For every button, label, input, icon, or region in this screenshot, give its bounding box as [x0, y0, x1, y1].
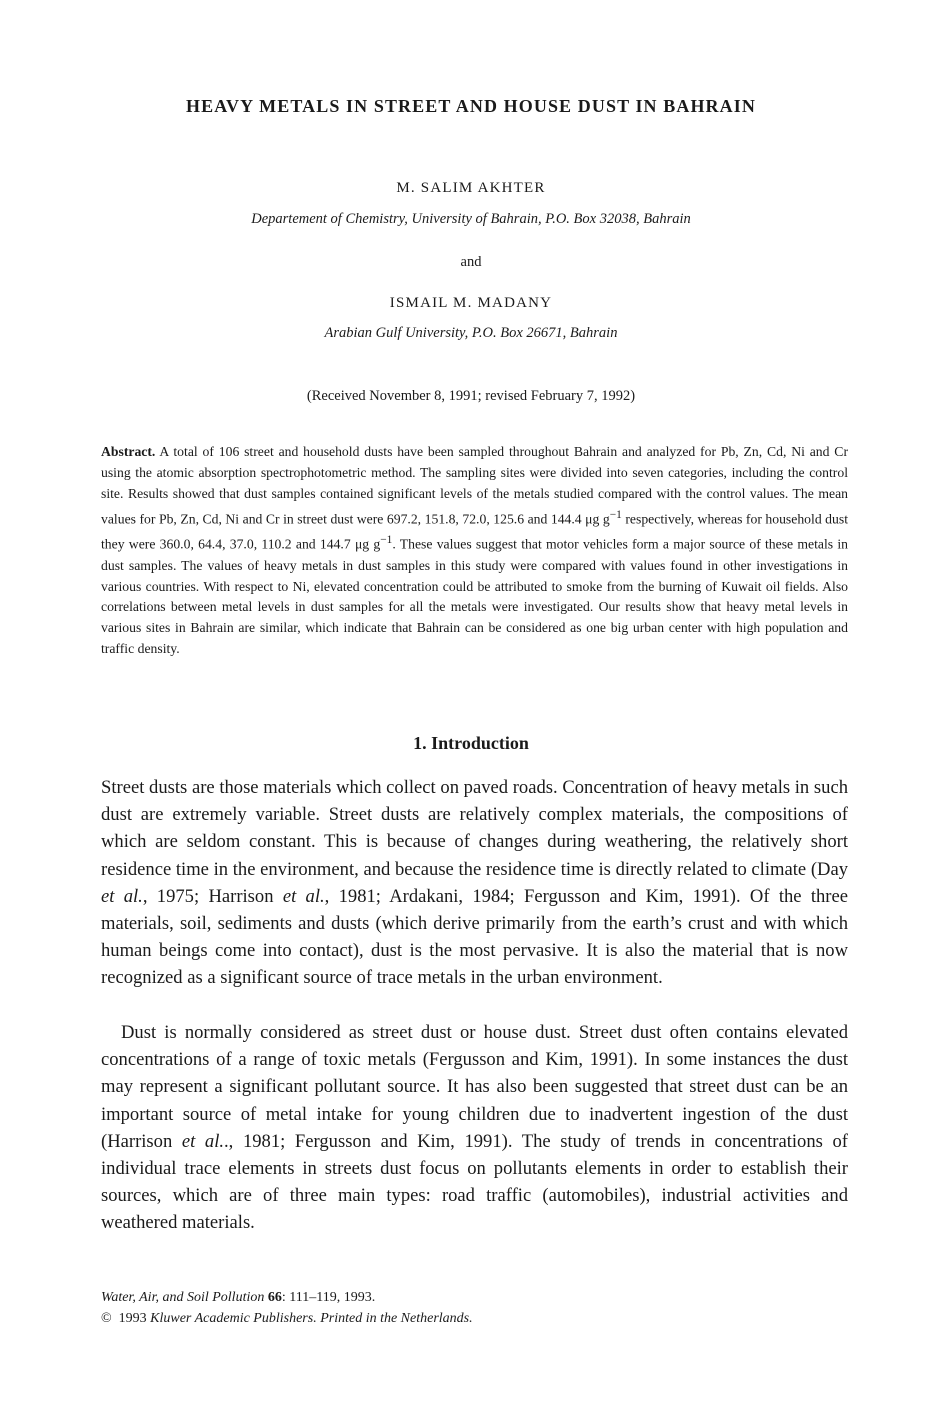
paragraph-text: , 1975; Harrison [142, 885, 283, 907]
abstract-label: Abstract. [101, 444, 156, 459]
citation-et-al: et al. [101, 885, 143, 907]
journal-volume: 66 [267, 1290, 282, 1305]
paragraph-text: ., 1981; Fergusson and Kim, 1991). The study of trends in concentrations of individual trace elements in streets dust focus on pollutants elements in order to establish their sources, which are of three main types: road traffic (automobiles), industrial activities and weathered materials. [101, 1130, 848, 1234]
abstract-text-2: respectively, whereas for household dust they were 360.0, 64.4, 37.0, 110.2 and 144.7 μg g [101, 511, 848, 552]
copyright-line [101, 1311, 801, 1327]
abstract-superscript-2: −1 [380, 534, 393, 547]
author-affiliation-1: Departement of Chemistry, University of Bahrain, P.O. Box 32038, Bahrain [251, 211, 691, 227]
paragraph-text: Street dusts are those materials which collect on paved roads. Concentration of heavy metals in such dust are extremely variable. Street dusts are relatively complex materials, the compositions of which are seldom constant. This is because of changes during weathering, the relatively short residence time in the environment, and because the residence time is directly related to climate (Day [101, 777, 848, 880]
author-name-1: M. SALIM AKHTER [396, 180, 546, 196]
citation-et-al: et al. [282, 885, 325, 907]
abstract [101, 442, 848, 660]
author-affiliation-2: Arabian Gulf University, P.O. Box 26671, Bahrain [324, 325, 618, 341]
abstract-text-3: . These values suggest that motor vehicles form a major source of these metals in dust samples. The values of heavy metals in dust samples in this study were compared with values found in other investigations in various countries. With respect to Ni, elevated concentration could be attributed to smoke from the burning of Kuwait oil fields. Also correlations between metal levels in dust samples for all the metals were investigated. Our results show that heavy metal levels in various sites in Bahrain are similar, which indicate that Bahrain can be considered as one big urban center with high population and traffic density. [101, 536, 848, 657]
paper-title: HEAVY METALS IN STREET AND HOUSE DUST IN BAHRAIN [186, 96, 756, 116]
abstract-superscript-1: −1 [609, 508, 622, 521]
abstract-text-1: A total of 106 street and household dusts have been sampled throughout Bahrain and analyzed for Pb, Zn, Cd, Ni and Cr using the atomic absorption spectrophotometric method. The sampling sites were divided into seven categories, including the control site. Results showed that dust samples contained significant levels of the metals studied compared with the control values. The mean values for Pb, Zn, Cd, Ni and Cr in street dust were 697.2, 151.8, 72.0, 125.6 and 144.4 μg g [101, 444, 848, 527]
journal-citation [101, 1290, 801, 1306]
publisher-text: Kluwer Academic Publishers. Printed in the Netherlands. [150, 1311, 473, 1326]
paragraph-text: Dust is normally considered as street dust or house dust. Street dust often contains elevated concentrations of a range of toxic metals (Fergusson and Kim, 1991). In some instances the dust may represent a significant pollutant source. It has also been suggested that street dust can be an important source of metal intake for young children due to inadvertent ingestion of the dust (Harrison [101, 1022, 848, 1152]
intro-paragraph-1 [101, 774, 848, 992]
copyright-icon: © [101, 1311, 112, 1326]
journal-name: Water, Air, and Soil Pollution [101, 1290, 265, 1305]
received-dates: (Received November 8, 1991; revised February 7, 1992) [306, 388, 636, 404]
citation-et-al: et al. [181, 1130, 225, 1152]
paragraph-text: , 1981; Ardakani, 1984; Fergusson and Kim, 1991). Of the three materials, soil, sediments and dusts (which derive primarily from the earth’s crust and with which human beings come into contact), dust is the most pervasive. It is also the material that is now recognized as a significant source of trace metals in the urban environment. [101, 885, 849, 989]
author-conjunction: and [460, 254, 482, 270]
copyright-year: 1993 [118, 1311, 147, 1326]
intro-paragraph-2 [101, 1019, 848, 1237]
journal-pages: : 111–119, 1993. [281, 1290, 376, 1305]
section-heading: 1. Introduction [413, 733, 529, 753]
author-name-2: ISMAIL M. MADANY [389, 295, 553, 311]
